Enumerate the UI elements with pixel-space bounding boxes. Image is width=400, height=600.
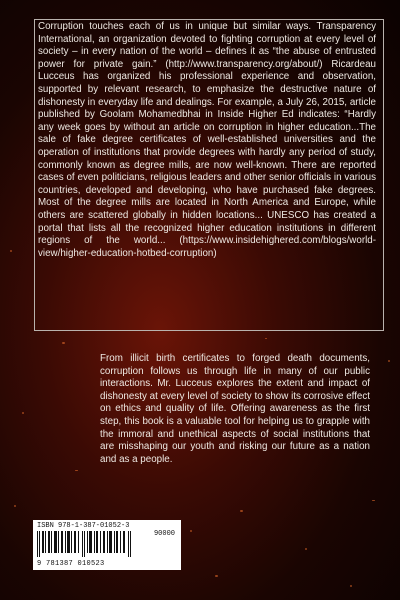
ember-speck bbox=[10, 250, 12, 252]
ember-speck bbox=[388, 360, 390, 362]
ember-speck bbox=[305, 548, 307, 550]
ember-speck bbox=[265, 338, 267, 339]
barcode-bars-icon bbox=[37, 531, 133, 557]
ember-speck bbox=[350, 585, 352, 587]
ember-speck bbox=[372, 500, 375, 501]
barcode-digits: 9 781387 010523 bbox=[37, 560, 105, 568]
ember-speck bbox=[240, 510, 243, 512]
ember-speck bbox=[14, 505, 16, 507]
ember-speck bbox=[190, 530, 192, 532]
isbn-label: ISBN 978-1-387-01052-3 bbox=[37, 522, 130, 530]
ember-speck bbox=[215, 575, 218, 577]
ember-speck bbox=[22, 412, 24, 414]
ember-speck bbox=[75, 470, 78, 471]
isbn-barcode bbox=[33, 520, 181, 570]
blurb-text: From illicit birth certificates to forged death documents, corruption follows us through life in many of our public interactions. Mr. Lucceus explores the extent and impact of dishonesty at every level of society to show its corrosive effect on ethics and quality of life. Offering awareness as the first step, this book is a valuable tool for helping us to grapple with the immoral and unethical aspects of social institutions that are misshaping our youth and risking our future as a nation and as a people. bbox=[100, 353, 370, 465]
price-code: 90000 bbox=[153, 530, 175, 538]
main-description-text: Corruption touches each of us in unique but similar ways. Transparency International, an organization devoted to fighting corruption at every level of society – in every nation of the world – defines it as “the abuse of entrusted power for private gain.” (http://www.transparency.org/about/) Ricardeau Lucceus has organized his professional experience and observation, supported by relevant research, to emphasize the destructive nature of dishonesty in everyday life and dealings. For example, a July 26, 2015, article published by Goolam Mohamedbhai in Inside Higher Ed indicates: “Hardly any week goes by without an article on corruption in higher education...The sale of fake degree certificates of well-established universities and the operation of institutions that provide degrees with hardly any period of study, commonly known as degree mills, are now well-known. There are reported cases of even politicians, religious leaders and other senior officials in various countries, developed and developing, who have purchased fake degrees. Most of the degree mills are located in North America and Europe, while others are scattered globally in hidden locations... UNESCO has created a portal that lists all the recognized higher education institutions in different regions of the world... (https://www.insidehighered.com/blogs/world-view/higher-education-hotbed-corruption) bbox=[38, 21, 376, 259]
ember-speck bbox=[62, 342, 65, 344]
